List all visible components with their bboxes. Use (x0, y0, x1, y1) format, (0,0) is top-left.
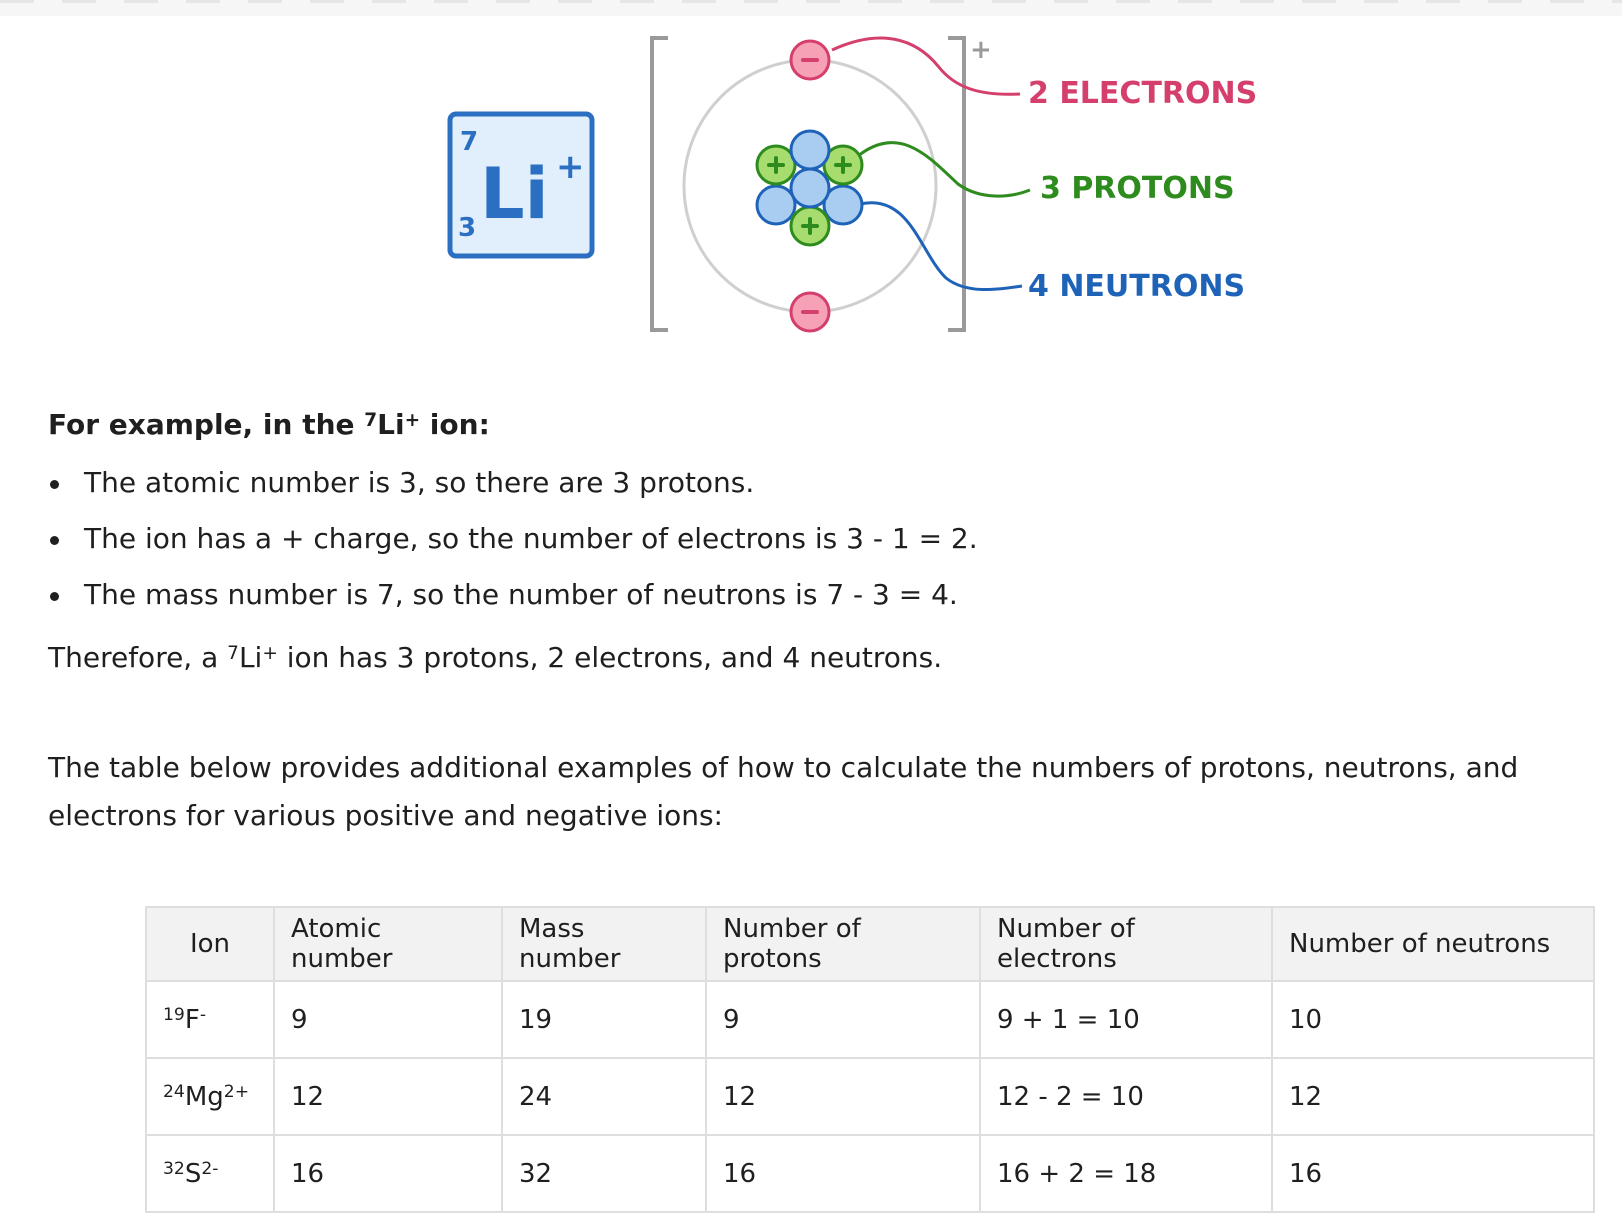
ion-symbol: F (184, 1004, 200, 1035)
neutron-connector (860, 203, 1022, 290)
left-bracket (652, 38, 668, 330)
ion-cell (146, 981, 274, 1058)
ion-cell (146, 1135, 274, 1212)
protons-cell: 9 (706, 981, 980, 1058)
electron-bottom (791, 293, 829, 331)
neutron-left (757, 186, 795, 224)
neutrons-cell: 12 (1272, 1058, 1594, 1135)
conclusion-prefix: Therefore, a (48, 641, 228, 674)
lead-prefix: For example, in the (48, 408, 365, 441)
mass-number-cell: 32 (502, 1135, 706, 1212)
ion-mass: 19 (163, 1004, 185, 1025)
example-conclusion (48, 634, 942, 682)
lithium-ion-svg (440, 28, 1300, 358)
ion-cell (146, 1058, 274, 1135)
neutrons-cell: 10 (1272, 981, 1594, 1058)
header-mass-number: Mass number (502, 907, 706, 981)
bullet-item: The atomic number is 3, so there are 3 protons. (48, 460, 1588, 516)
atomic-number-label: 3 (458, 213, 477, 243)
mass-number-cell: 24 (502, 1058, 706, 1135)
ion-symbol: Mg (184, 1081, 224, 1112)
table-header-row (146, 907, 1594, 981)
neutrons-cell: 16 (1272, 1135, 1594, 1212)
ion-charge: - (199, 1004, 207, 1025)
electrons-cell: 9 + 1 = 10 (980, 981, 1272, 1058)
ion-charge: 2- (201, 1158, 219, 1179)
proton-left (757, 146, 795, 184)
table-row (146, 981, 1594, 1058)
element-symbol-box (450, 114, 592, 256)
ion-examples-table (145, 906, 1595, 1213)
electron-top (791, 41, 829, 79)
bullet-item: The ion has a + charge, so the number of electrons is 3 - 1 = 2. (48, 516, 1588, 572)
explanation-section (48, 400, 1588, 832)
protons-cell: 12 (706, 1058, 980, 1135)
symbol-charge-label: + (556, 147, 585, 187)
neutron-center (791, 169, 829, 207)
ion-charge-sign: + (970, 35, 992, 65)
lithium-ion-diagram (440, 28, 1300, 358)
header-ion: Ion (146, 907, 274, 981)
table-row (146, 1135, 1594, 1212)
mass-number-label: 7 (460, 127, 479, 157)
element-symbol-label: Li (480, 153, 549, 235)
ion-charge: 2+ (223, 1081, 250, 1102)
mass-number-cell: 19 (502, 981, 706, 1058)
table-row (146, 1058, 1594, 1135)
conclusion-element: Li (238, 641, 263, 674)
atomic-number-cell: 9 (274, 981, 502, 1058)
electrons-cell: 12 - 2 = 10 (980, 1058, 1272, 1135)
protons-cell: 16 (706, 1135, 980, 1212)
atomic-number-cell: 16 (274, 1135, 502, 1212)
electrons-cell: 16 + 2 = 18 (980, 1135, 1272, 1212)
neutron-top (791, 131, 829, 169)
header-neutrons: Number of neutrons (1272, 907, 1594, 981)
conclusion-charge: + (262, 642, 278, 664)
electrons-label: 2 ELECTRONS (1028, 76, 1258, 111)
electron-connector (832, 38, 1020, 94)
lead-element: Li (377, 408, 405, 441)
conclusion-mass-number: 7 (227, 642, 239, 664)
conclusion-suffix: ion has 3 protons, 2 electrons, and 4 neutrons. (277, 641, 943, 674)
bullet-item: The mass number is 7, so the number of neutrons is 7 - 3 = 4. (48, 572, 1588, 628)
lead-suffix: ion: (420, 408, 490, 441)
table-intro: The table below provides additional examples of how to calculate the numbers of protons, neutrons, and electrons for various positive and negative ions: (48, 751, 1519, 832)
example-bullet-list (48, 460, 1588, 628)
neutrons-label: 4 NEUTRONS (1028, 269, 1246, 304)
lead-mass-number: 7 (364, 409, 378, 431)
example-lead (48, 400, 1588, 450)
proton-connector (858, 143, 1030, 196)
ion-symbol: S (184, 1158, 202, 1189)
header-protons: Number of protons (706, 907, 980, 981)
nucleus (757, 131, 862, 245)
protons-label: 3 PROTONS (1040, 171, 1235, 206)
top-toolbar-strip (0, 0, 1622, 16)
lead-charge: + (404, 409, 421, 431)
header-atomic-number: Atomic number (274, 907, 502, 981)
atomic-number-cell: 12 (274, 1058, 502, 1135)
ion-mass: 24 (163, 1081, 185, 1102)
proton-bottom (791, 207, 829, 245)
ion-mass: 32 (163, 1158, 185, 1179)
header-electrons: Number of electrons (980, 907, 1272, 981)
